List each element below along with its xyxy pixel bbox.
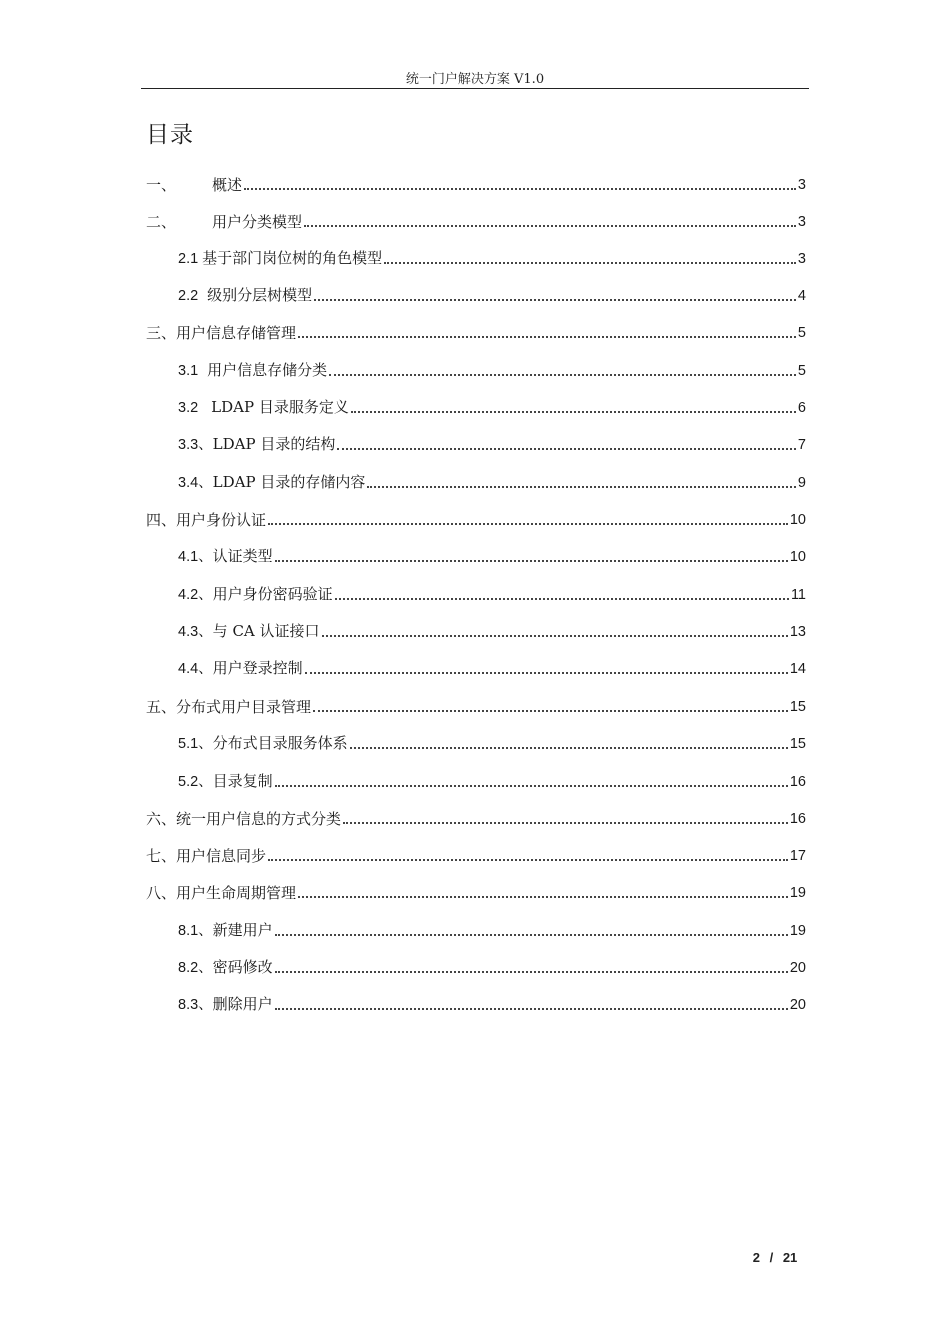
dot-leader [244,188,796,190]
toc-entry-number: 3.1 [178,363,199,379]
dot-leader [337,448,796,450]
toc-entry-number: 4.3、 [178,624,213,640]
toc-entry-title: LDAP 目录服务定义 [211,398,349,416]
toc-entry-page: 9 [797,475,806,491]
dot-leader [335,598,789,600]
dot-leader [351,411,796,413]
toc-entry-number: 六、 [146,810,177,828]
toc-entry-page: 6 [797,400,806,416]
toc-entry-page: 3 [797,251,806,267]
toc-entry-number: 3.2 [178,400,199,416]
toc-entry-4-4[interactable] [178,658,806,680]
header-rule [141,88,809,89]
toc-entry-title: 用户信息存储管理 [176,324,297,342]
toc-entry-title: 新建用户 [212,921,273,939]
toc-entry-page: 5 [797,325,806,341]
toc-entry-number: 5.1、 [178,736,213,752]
toc-entry-title: 分布式目录服务体系 [212,734,348,752]
toc-entry-title: 用户信息存储分类 [207,361,328,379]
toc-entry-number: 二、 [146,213,177,231]
toc-entry-number: 3.4、 [178,475,213,491]
toc-entry-page: 5 [797,363,806,379]
toc-entry-5-1[interactable] [178,733,806,755]
dot-leader [275,1008,788,1010]
dot-leader [304,225,796,227]
toc-entry-4-3[interactable] [178,621,806,643]
toc-entry-8-2[interactable] [178,957,806,979]
dot-leader [305,672,788,674]
dot-leader [275,560,788,562]
toc-entry-number: 一、 [146,176,177,194]
toc-entry-2[interactable] [146,211,806,233]
toc-entry-number: 八、 [146,884,177,902]
page-number [740,1250,810,1265]
toc-entry-title: LDAP 目录的结构 [212,435,336,453]
toc-entry-number: 5.2、 [178,774,213,790]
toc-entry-8-1[interactable] [178,920,806,942]
page-header [141,70,809,89]
toc-entry-page: 13 [789,624,806,640]
toc-entry-3-3[interactable] [178,434,806,456]
toc-entry-number: 三、 [146,324,177,342]
page-current: 2 [752,1250,760,1265]
toc-entry-7[interactable] [146,845,806,867]
toc-entry-title: 基于部门岗位树的角色模型 [202,249,383,267]
page-total: 21 [782,1250,798,1265]
toc-entry-3-2[interactable] [178,397,806,419]
toc-entry-1[interactable] [146,174,806,196]
dot-leader [275,785,788,787]
dot-leader [298,336,796,338]
toc-entry-number: 8.2、 [178,960,213,976]
dot-leader [275,971,788,973]
toc-entry-page: 14 [789,661,806,677]
dot-leader [313,710,788,712]
toc-entry-page: 10 [789,549,806,565]
dot-leader [268,859,788,861]
page-separator: / [769,1250,774,1265]
toc-entry-2-1[interactable] [178,248,806,270]
toc-entry-title: 与 CA 认证接口 [212,622,320,640]
toc-entry-number: 2.1 [178,251,199,267]
toc-entry-3-4[interactable] [178,472,806,494]
toc-entry-number: 3.3、 [178,437,213,453]
toc-entry-title: 概述 [212,176,243,194]
toc-entry-page: 19 [789,923,806,939]
dot-leader [268,523,788,525]
toc-entry-number: 8.1、 [178,923,213,939]
toc-entry-title: LDAP 目录的存储内容 [212,473,366,491]
toc-entry-4-2[interactable] [178,584,806,606]
toc-entry-5[interactable] [146,696,806,718]
toc-entry-number: 4.4、 [178,661,213,677]
toc-entry-number: 8.3、 [178,997,213,1013]
toc-entry-title: 用户身份密码验证 [212,585,333,603]
dot-leader [322,635,788,637]
toc-entry-6[interactable] [146,808,806,830]
toc-entry-page: 16 [789,811,806,827]
toc-entry-title: 级别分层树模型 [207,286,313,304]
toc-entry-page: 16 [789,774,806,790]
toc-entry-2-2[interactable] [178,285,806,307]
toc-entry-number: 七、 [146,847,177,865]
toc-entry-title: 用户生命周期管理 [176,884,297,902]
toc-entry-page: 19 [789,885,806,901]
toc-entry-title: 目录复制 [212,772,273,790]
toc-entry-number: 四、 [146,511,177,529]
toc-entry-title: 用户身份认证 [176,511,267,529]
toc-entry-page: 7 [797,437,806,453]
dot-leader [343,822,788,824]
toc-entry-page: 3 [797,214,806,230]
toc-entry-title: 统一用户信息的方式分类 [176,810,342,828]
toc-entry-title: 用户登录控制 [212,659,303,677]
toc-entry-3-1[interactable] [178,360,806,382]
dot-leader [298,896,788,898]
toc-entry-page: 11 [790,587,806,603]
dot-leader [314,299,796,301]
toc-entry-page: 10 [789,512,806,528]
toc-entry-title: 用户信息同步 [176,847,267,865]
toc-entry-number: 4.2、 [178,587,213,603]
dot-leader [350,747,788,749]
toc-entry-title: 用户分类模型 [212,213,303,231]
toc-entry-4-1[interactable] [178,546,806,568]
dot-leader [384,262,796,264]
document-title: 统一门户解决方案 V1.0 [405,72,545,87]
toc-entry-5-2[interactable] [178,771,806,793]
toc-entry-title: 分布式用户目录管理 [176,698,312,716]
toc-entry-3[interactable] [146,322,806,344]
toc-entry-page: 4 [797,288,806,304]
toc-heading: 目录 [146,122,194,148]
toc-entry-page: 17 [789,848,806,864]
toc-entry-page: 20 [789,997,806,1013]
toc-entry-page: 3 [797,177,806,193]
toc-entry-title: 认证类型 [212,547,273,565]
dot-leader [367,486,796,488]
toc-entry-number: 五、 [146,698,177,716]
toc-entry-page: 20 [789,960,806,976]
toc-entry-4[interactable] [146,509,806,531]
toc-entry-title: 删除用户 [212,995,273,1013]
toc-entry-8[interactable] [146,882,806,904]
dot-leader [275,934,788,936]
toc-entry-8-3[interactable] [178,994,806,1016]
toc-entry-page: 15 [789,699,806,715]
toc-entry-title: 密码修改 [212,958,273,976]
dot-leader [329,374,796,376]
toc-entry-number: 2.2 [178,288,199,304]
toc-entry-page: 15 [789,736,806,752]
toc-entry-number: 4.1、 [178,549,213,565]
